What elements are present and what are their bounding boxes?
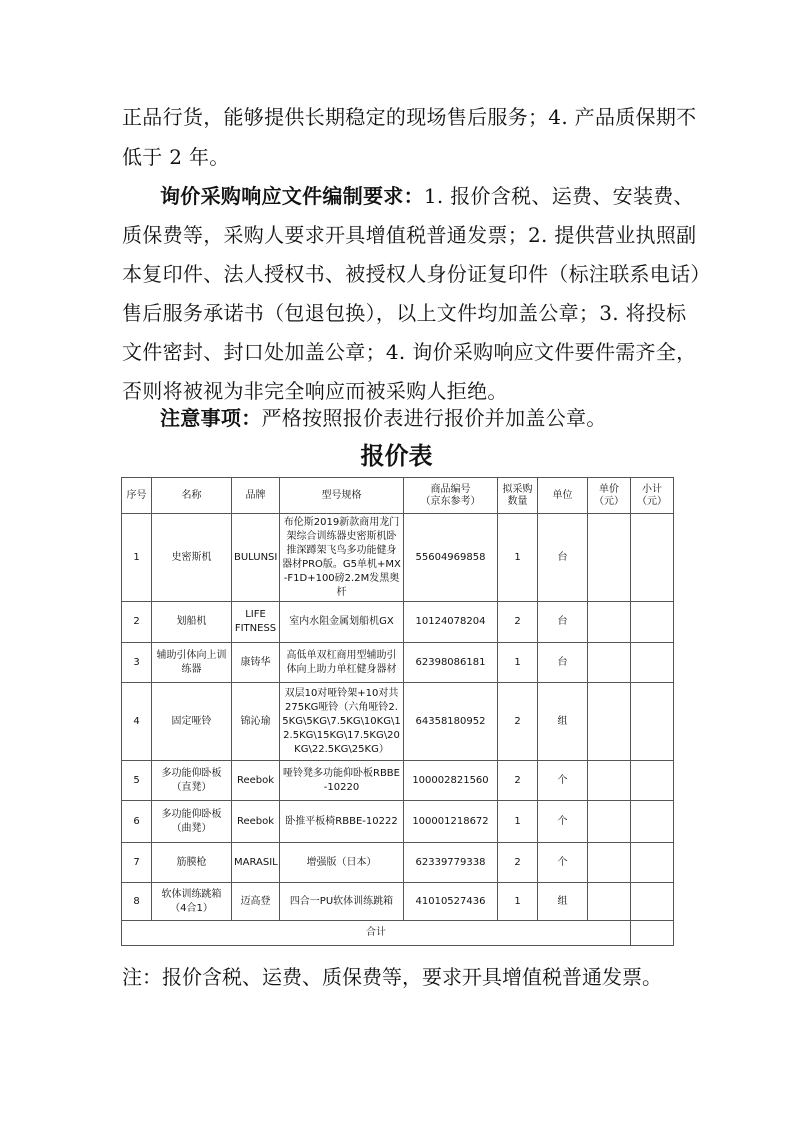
cell-qty: 2	[498, 602, 538, 643]
total-label: 合计	[122, 921, 631, 946]
cell-subtotal	[631, 761, 674, 801]
cell-model: 增强版（日本）	[280, 843, 404, 883]
cell-qty: 2	[498, 761, 538, 801]
cell-model: 双层10对哑铃架+10对共275KG哑铃（六角哑铃2.5KG\5KG\7.5KG\10KG\12.5KG\15KG\17.5KG\20KG\22.5KG\25KG）	[280, 683, 404, 761]
table-row	[122, 761, 674, 801]
cell-price	[588, 843, 631, 883]
cell-subtotal	[631, 843, 674, 883]
cell-brand: Reebok	[232, 801, 280, 843]
cell-price	[588, 643, 631, 683]
cell-name: 史密斯机	[152, 514, 232, 602]
requirements-text: 1. 报价含税、运费、安装费、	[423, 184, 694, 208]
cell-sku: 62339779338	[404, 843, 498, 883]
cell-name: 固定哑铃	[152, 683, 232, 761]
header-qty: 拟采购 数量	[498, 478, 538, 514]
header-subtotal: 小计 （元）	[631, 478, 674, 514]
cell-seq: 6	[122, 801, 152, 843]
cell-unit: 个	[538, 843, 588, 883]
cell-seq: 7	[122, 843, 152, 883]
cell-seq: 4	[122, 683, 152, 761]
cell-name: 划船机	[152, 602, 232, 643]
cell-sku: 41010527436	[404, 883, 498, 921]
cell-subtotal	[631, 883, 674, 921]
cell-seq: 3	[122, 643, 152, 683]
cell-price	[588, 883, 631, 921]
cell-brand: Reebok	[232, 761, 280, 801]
cell-subtotal	[631, 602, 674, 643]
cell-price	[588, 514, 631, 602]
header-brand: 品牌	[232, 478, 280, 514]
total-value	[631, 921, 674, 946]
cell-brand: BULUNSI	[232, 514, 280, 602]
table-row	[122, 801, 674, 843]
cell-unit: 组	[538, 683, 588, 761]
cell-model: 四合一PU软体训练跳箱	[280, 883, 404, 921]
cell-price	[588, 683, 631, 761]
cell-brand: 迈高登	[232, 883, 280, 921]
cell-seq: 1	[122, 514, 152, 602]
table-header-row	[122, 478, 674, 514]
cell-qty: 1	[498, 643, 538, 683]
table-row	[122, 514, 674, 602]
cell-sku: 10124078204	[404, 602, 498, 643]
cell-brand: 康铸华	[232, 643, 280, 683]
requirements-line-1	[160, 181, 694, 211]
header-seq: 序号	[122, 478, 152, 514]
cell-qty: 1	[498, 514, 538, 602]
requirements-line-3: 本复印件、法人授权书、被授权人身份证复印件（标注联系电话）	[122, 262, 711, 286]
table-row	[122, 602, 674, 643]
cell-seq: 8	[122, 883, 152, 921]
table-title: 报价表	[360, 442, 433, 470]
cell-qty: 1	[498, 801, 538, 843]
cell-qty: 2	[498, 683, 538, 761]
cell-unit: 台	[538, 514, 588, 602]
table-row	[122, 843, 674, 883]
cell-name: 软体训练跳箱（4合1）	[152, 883, 232, 921]
quotation-table	[121, 477, 674, 946]
cell-brand: 锦沁瑜	[232, 683, 280, 761]
header-sku: 商品编号 （京东参考）	[404, 478, 498, 514]
header-name: 名称	[152, 478, 232, 514]
cell-seq: 2	[122, 602, 152, 643]
cell-sku: 62398086181	[404, 643, 498, 683]
cell-unit: 组	[538, 883, 588, 921]
cell-model: 室内水阻金属划船机GX	[280, 602, 404, 643]
notice-line	[160, 403, 607, 433]
cell-model: 卧推平板椅RBBE-10222	[280, 801, 404, 843]
cell-name: 辅助引体向上训练器	[152, 643, 232, 683]
requirements-label: 询价采购响应文件编制要求：	[160, 184, 424, 208]
cell-model: 布伦斯2019新款商用龙门架综合训练器史密斯机卧推深蹲架飞鸟多功能健身器材PRO版。G5单机+MX-F1D+100磅2.2M发黑奥杆	[280, 514, 404, 602]
table-row	[122, 643, 674, 683]
header-model: 型号规格	[280, 478, 404, 514]
requirements-line-6: 否则将被视为非完全响应而被采购人拒绝。	[122, 379, 508, 403]
cell-price	[588, 801, 631, 843]
cell-name: 筋膜枪	[152, 843, 232, 883]
cell-unit: 台	[538, 643, 588, 683]
cell-sku: 100002821560	[404, 761, 498, 801]
requirements-line-4: 售后服务承诺书（包退包换），以上文件均加盖公章；3. 将投标	[122, 301, 687, 325]
header-price: 单价 （元）	[588, 478, 631, 514]
notice-text: 严格按照报价表进行报价并加盖公章。	[261, 406, 607, 430]
requirements-line-5: 文件密封、封口处加盖公章；4. 询价采购响应文件要件需齐全，	[122, 340, 697, 364]
cell-seq: 5	[122, 761, 152, 801]
cell-subtotal	[631, 643, 674, 683]
cell-sku: 55604969858	[404, 514, 498, 602]
cell-subtotal	[631, 514, 674, 602]
cell-unit: 个	[538, 801, 588, 843]
table-row	[122, 683, 674, 761]
table-row	[122, 883, 674, 921]
paragraph-line-1: 正品行货，能够提供长期稳定的现场售后服务；4. 产品质保期不	[122, 105, 697, 129]
cell-subtotal	[631, 683, 674, 761]
cell-brand: LIFE FITNESS	[232, 602, 280, 643]
cell-brand: MARASIL	[232, 843, 280, 883]
cell-subtotal	[631, 801, 674, 843]
notice-label: 注意事项：	[160, 406, 262, 430]
cell-price	[588, 761, 631, 801]
cell-sku: 64358180952	[404, 683, 498, 761]
cell-name: 多功能仰卧板（直凳）	[152, 761, 232, 801]
cell-price	[588, 602, 631, 643]
cell-unit: 台	[538, 602, 588, 643]
cell-model: 哑铃凳多功能仰卧板RBBE-10220	[280, 761, 404, 801]
cell-model: 高低单双杠商用型辅助引体向上助力单杠健身器材	[280, 643, 404, 683]
footnote: 注：报价含税、运费、质保费等，要求开具增值税普通发票。	[122, 965, 662, 989]
cell-unit: 个	[538, 761, 588, 801]
paragraph-line-2: 低于 2 年。	[122, 145, 230, 169]
cell-qty: 2	[498, 843, 538, 883]
requirements-line-2: 质保费等，采购人要求开具增值税普通发票；2. 提供营业执照副	[122, 223, 697, 247]
cell-qty: 1	[498, 883, 538, 921]
header-unit: 单位	[538, 478, 588, 514]
cell-name: 多功能仰卧板（曲凳）	[152, 801, 232, 843]
cell-sku: 100001218672	[404, 801, 498, 843]
table-total-row	[122, 921, 674, 946]
